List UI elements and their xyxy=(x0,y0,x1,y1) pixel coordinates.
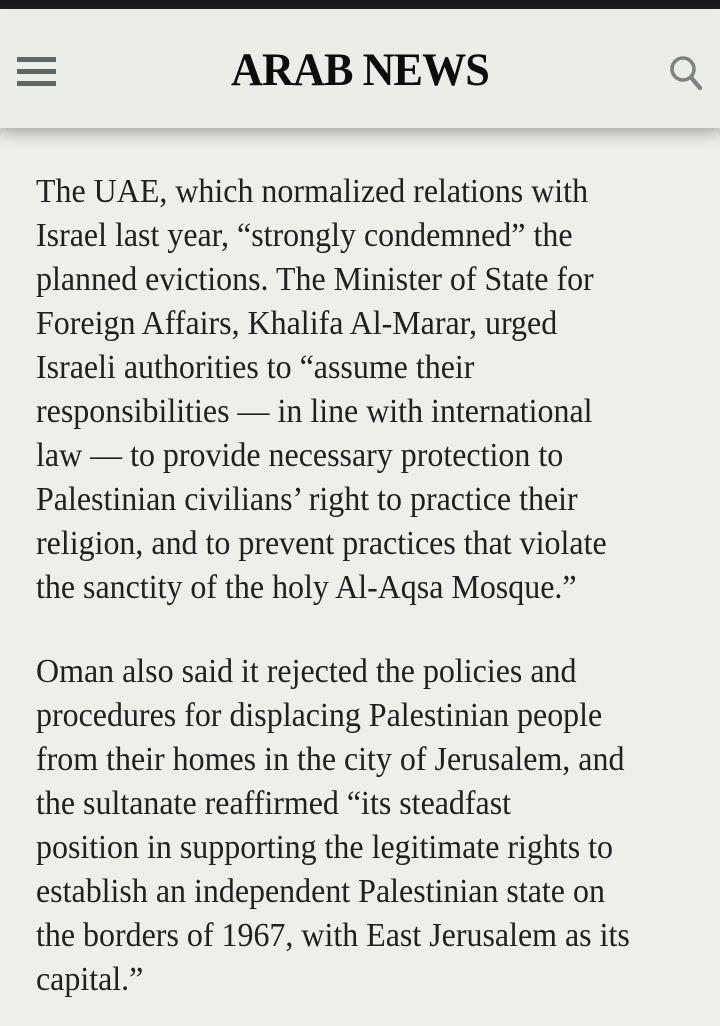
text-line: Oman also said it rejected the policies and xyxy=(36,653,577,690)
article-paragraph xyxy=(36,650,645,1002)
text-line: from their homes in the city of Jerusalem, and xyxy=(36,741,625,778)
app-header xyxy=(0,9,720,128)
article-body xyxy=(0,128,720,1026)
text-line: religion, and to prevent practices that violate xyxy=(36,525,607,562)
search-icon xyxy=(666,51,706,93)
text-line: procedures for displacing Palestinian people xyxy=(36,697,603,734)
text-line: Israel last year, “strongly condemned” the xyxy=(36,217,573,254)
text-line: Palestinian civilians’ right to practice their xyxy=(36,481,578,518)
text-line: position in supporting the legitimate rights to xyxy=(36,829,614,866)
text-line: the sanctity of the holy Al-Aqsa Mosque.” xyxy=(36,569,577,606)
text-line: responsibilities — in line with international xyxy=(36,393,593,430)
text-line: Israeli authorities to “assume their xyxy=(36,349,475,386)
text-line: planned evictions. The Minister of State for xyxy=(36,261,594,298)
brand-logo[interactable]: ARAB NEWS xyxy=(231,44,489,96)
text-line: capital.” xyxy=(36,961,144,998)
text-line: The UAE, which normalized relations with xyxy=(36,173,589,210)
text-line: the sultanate reaffirmed “its steadfast xyxy=(36,785,512,822)
article-paragraph xyxy=(36,170,645,610)
text-line: Foreign Affairs, Khalifa Al-Marar, urged xyxy=(36,305,558,342)
text-line: establish an independent Palestinian state on xyxy=(36,873,605,910)
text-line: the borders of 1967, with East Jerusalem as its xyxy=(36,917,630,954)
status-bar xyxy=(0,0,720,9)
text-line: law — to provide necessary protection to xyxy=(36,437,564,474)
search-button[interactable] xyxy=(666,51,706,93)
